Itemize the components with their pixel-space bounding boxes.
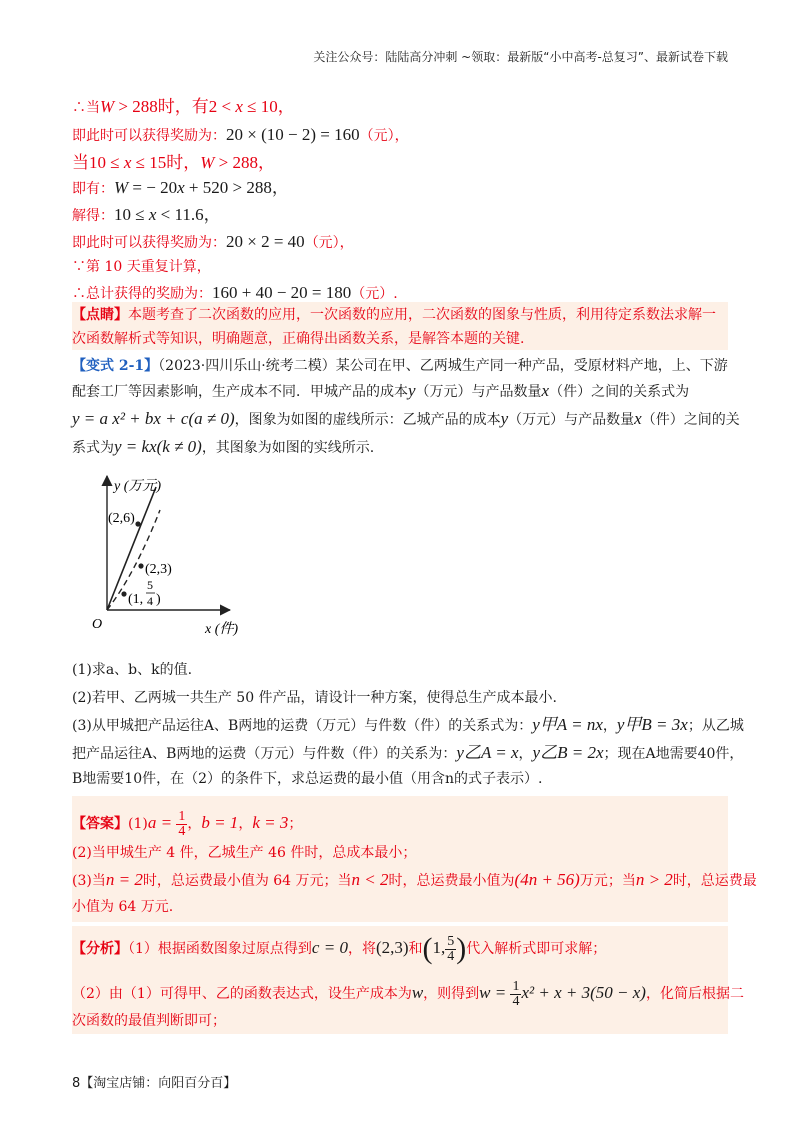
question-3-line-2: 把产品运往A、B两地的运费（万元）与件数（件）的关系为：y乙A = x，y乙B = 2x；现在A地需要40件， <box>72 743 744 762</box>
solution-line-8: ∴总计获得的奖励为：160 + 40 − 20 = 180（元）. <box>72 283 398 302</box>
question-3-line-1: (3)从甲城把产品运往A、B两地的运费（万元）与件数（件）的关系式为：y甲A = nx，y甲B = 3x；从乙城 <box>72 715 744 734</box>
solution-line-3: 当10 ≤ x ≤ 15时，W > 288， <box>72 153 275 172</box>
question-3-line-3: B地需要10件，在（2）的条件下，求总运费的最小值（用含n的式子表示）. <box>72 771 543 787</box>
page-footer <box>72 1072 236 1091</box>
solution-line-4: 即有：W = − 20x + 520 > 288， <box>72 178 289 197</box>
problem-line-1: 【变式 2-1】（2023·四川乐山·统考二模）某公司在甲、乙两城生产同一种产品，受原材料产地，上、下游 <box>72 358 728 374</box>
comment-tag: 【点睛】 <box>72 307 128 323</box>
point-1-5-4 <box>121 591 126 596</box>
comment-line-1: 【点睛】本题考查了二次函数的应用，一次函数的应用，二次函数的图象与性质，利用待定系数法求解一 <box>72 307 716 323</box>
page-number: 8 <box>72 1076 81 1091</box>
label-1-5-4-close: ) <box>156 592 161 607</box>
solution-line-2: 即此时可以获得奖励为：20 × (10 − 2) = 160（元）， <box>72 125 409 144</box>
analysis-line-3: 次函数的最值判断即可； <box>72 1013 226 1029</box>
question-1: (1)求a、b、k的值. <box>72 662 193 678</box>
answer-line-3: (3)当n = 2时，总运费最小值为 64 万元；当n < 2时，总运费最小值为(4n + 56)万元；当n > 2时，总运费最 <box>72 870 757 889</box>
y-axis-label: y (万元) <box>114 479 162 494</box>
problem-line-4: 系式为y = kx(k ≠ 0)，其图象为如图的实线所示. <box>72 437 375 456</box>
question-2: (2)若甲、乙两城一共生产 50 件产品，请设计一种方案，使得总生产成本最小. <box>72 690 557 706</box>
answer-line-4: 小值为 64 万元. <box>72 899 174 915</box>
answer-line-1: 【答案】(1)a = $\frac{1}{4}$ ，b = 1，k = 3； <box>72 808 303 839</box>
answer-line-2: (2)当甲城生产 4 件，乙城生产 46 件时，总成本最小； <box>72 845 417 861</box>
label-2-3: (2,3) <box>145 562 172 577</box>
analysis-fraction-2: $\frac{1}{4}$ <box>512 978 520 1009</box>
analysis-tag: 【分析】 <box>72 941 128 957</box>
x-axis-label: x (件) <box>205 622 239 637</box>
variant-tag: 【变式 2-1】 <box>72 358 159 374</box>
point-2-6 <box>135 521 140 526</box>
solution-line-5: 解得：10 ≤ x < 11.6， <box>72 205 221 224</box>
problem-line-3: y = a x² + bx + c(a ≠ 0)，图象为如图的虚线所示：乙城产品的成本y（万元）与产品数量x（件）之间的关 <box>72 409 740 428</box>
answer-tag: 【答案】 <box>72 816 128 832</box>
solution-line-1: ∴当W > 288时，有2 < x ≤ 10， <box>72 97 295 116</box>
shop-name: 【淘宝店铺：向阳百分百】 <box>80 1076 237 1091</box>
function-graph <box>80 470 270 650</box>
label-1-5-4-open: (1, <box>128 592 144 607</box>
comment-line-2: 次函数解析式等知识，明确题意，正确得出函数关系，是解答本题的关键. <box>72 331 525 347</box>
analysis-line-2: （2）由（1）可得甲、乙的函数表达式，设生产成本为w，则得到w = $\frac{1}{4}$ x² + x + 3(50 − x)，化简后根据二 <box>72 978 744 1009</box>
page-header: 关注公众号：陆陆高分冲刺 ~领取：最新版“小中高考-总复习”、最新试卷下载 <box>313 50 728 64</box>
answer-fraction: $\frac{1}{4}$ <box>178 808 186 839</box>
solution-line-6: 即此时可以获得奖励为：20 × 2 = 40（元）， <box>72 232 354 251</box>
label-1-5-4-num: 5 <box>147 578 153 592</box>
point-2-3 <box>138 563 143 568</box>
label-1-5-4-den: 4 <box>147 594 153 608</box>
analysis-fraction-1: $\frac{5}{4}$ <box>447 933 455 964</box>
origin-label: O <box>92 617 103 632</box>
label-2-6: (2,6) <box>108 511 135 526</box>
problem-line-2: 配套工厂等因素影响，生产成本不同．甲城产品的成本y（万元）与产品数量x（件）之间的关系式为 <box>72 381 690 400</box>
solution-line-7: ∵第 10 天重复计算， <box>72 259 211 275</box>
analysis-line-1: 【分析】（1）根据函数图象过原点得到c = 0，将(2,3)和(1, $\frac{5}{4}$ )代入解析式即可求解； <box>72 932 607 965</box>
